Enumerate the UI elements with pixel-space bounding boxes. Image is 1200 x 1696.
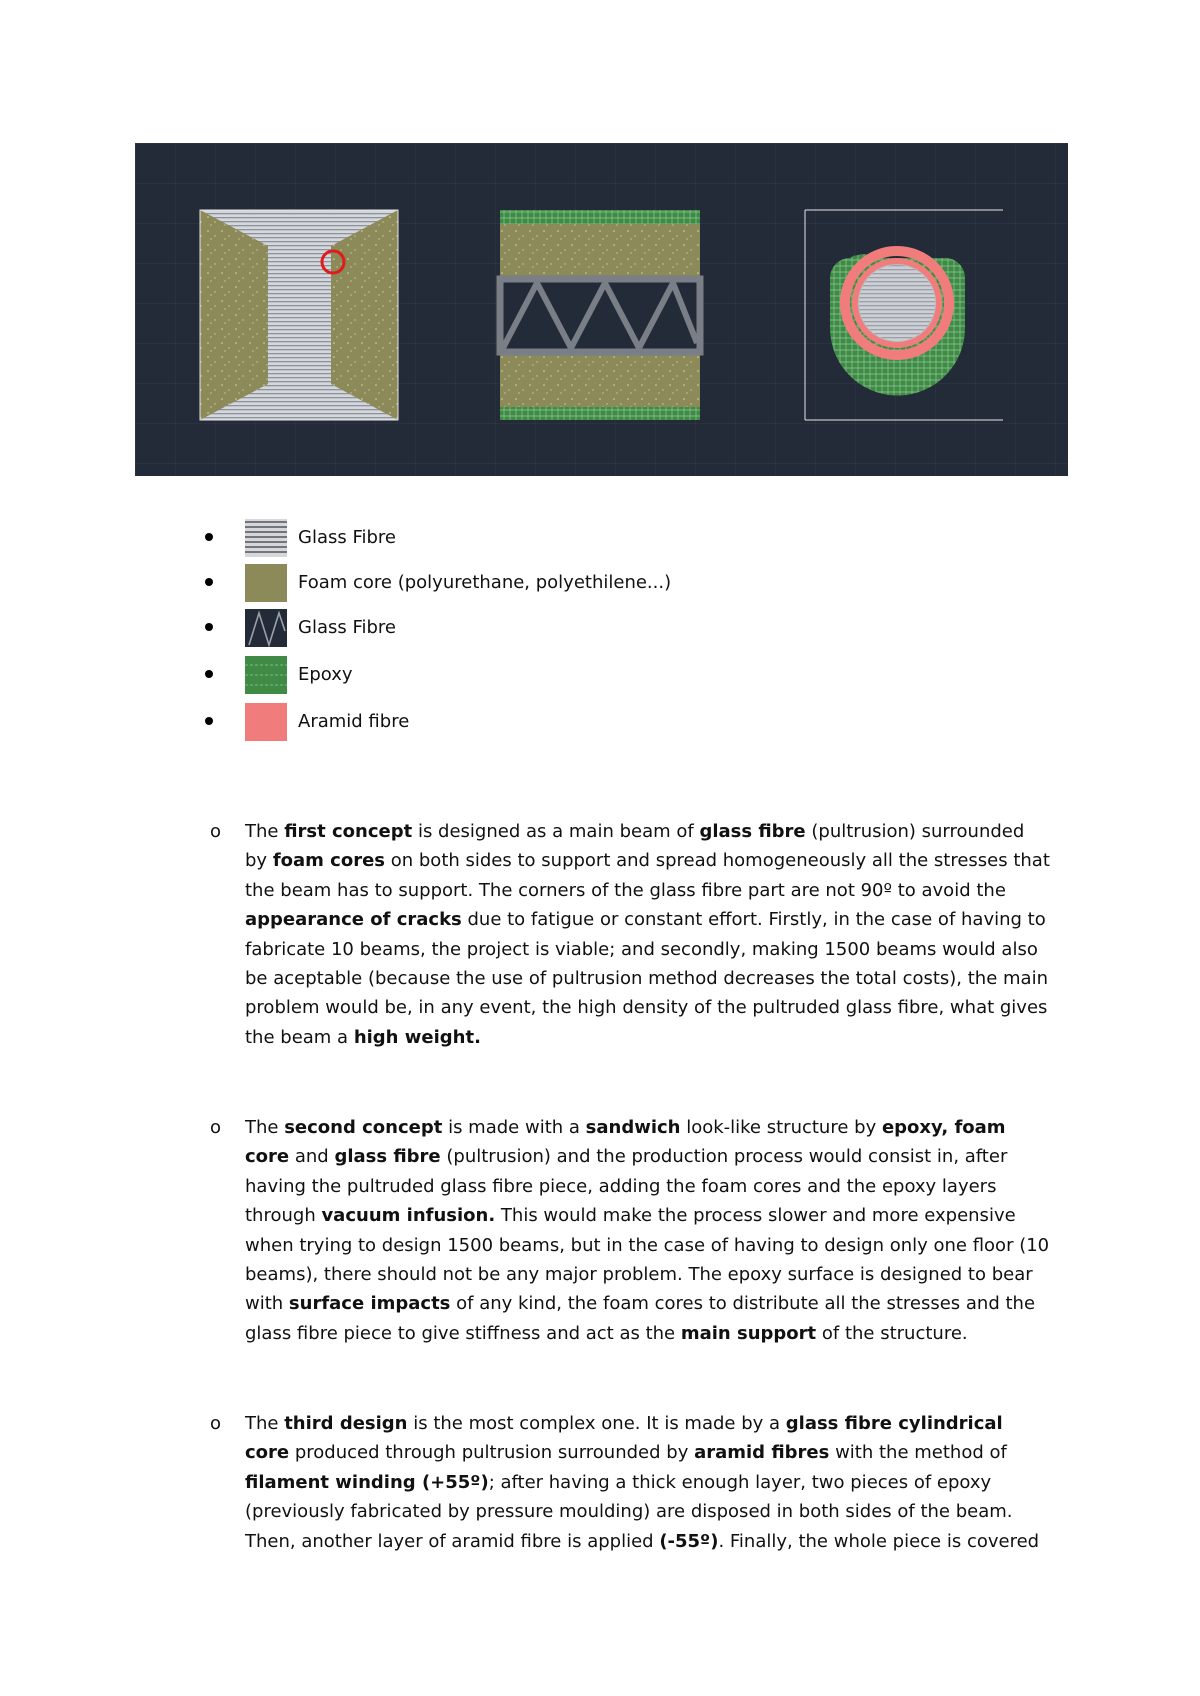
bold-text: surface impacts bbox=[288, 1293, 451, 1315]
legend-label: Epoxy bbox=[298, 664, 353, 685]
bold-text: epoxy, foam core bbox=[245, 1117, 1006, 1168]
paragraph-second-concept bbox=[210, 1113, 1050, 1348]
text-run: of any kind, the foam cores to distribute all the stresses and the glass fibre piece to give stiffness and act as the bbox=[245, 1293, 1036, 1344]
legend-label: Aramid fibre bbox=[298, 711, 410, 732]
concept-1-section bbox=[200, 210, 398, 420]
concept-2-section bbox=[500, 210, 700, 420]
text-run: produced through pultrusion surrounded by bbox=[289, 1442, 695, 1464]
legend-label: Glass Fibre bbox=[298, 617, 397, 638]
text-run: This would make the process slower and more expensive when trying to design 1500 beams, but in the case of having to design only one floor (10 beams), there should not be any major problem. The epoxy surface is designed to bear with bbox=[245, 1205, 1050, 1315]
text-run: of the structure. bbox=[816, 1322, 968, 1344]
text-run: and bbox=[289, 1146, 335, 1168]
paragraph-first-concept bbox=[210, 817, 1050, 1052]
legend-label: Foam core (polyurethane, polyethilene...) bbox=[298, 572, 672, 593]
text-run: (pultrusion) and the production process would consist in, after having the pultruded glass fibre piece, adding the foam cores and the epoxy layers through bbox=[245, 1146, 1008, 1227]
text-run: ; after having a thick enough layer, two pieces of epoxy (previously fabricated by pressure moulding) are disposed in both sides of the beam. Then, another layer of aramid fibre is applied bbox=[245, 1471, 1013, 1552]
bold-text: second concept bbox=[284, 1117, 443, 1138]
list-marker: o bbox=[210, 821, 222, 842]
bold-text: filament winding (+55º) bbox=[245, 1471, 489, 1493]
text-run: is the most complex one. It is made by a bbox=[407, 1413, 786, 1434]
bold-text: (-55º) bbox=[659, 1530, 719, 1552]
bold-text: vacuum infusion. bbox=[321, 1205, 496, 1227]
text-run: is made with a bbox=[442, 1117, 586, 1138]
bullet-icon bbox=[205, 670, 213, 678]
cross-section-figure bbox=[135, 143, 1068, 476]
bold-text: high weight. bbox=[353, 1026, 481, 1048]
text-run: . Finally, the whole piece is covered bbox=[718, 1530, 1040, 1552]
paragraph-text bbox=[245, 1409, 1050, 1556]
text-run: is designed as a main beam of bbox=[412, 821, 700, 842]
cross-section-drawing bbox=[135, 143, 1068, 476]
bullet-icon bbox=[205, 533, 213, 541]
text-run: with the method of bbox=[829, 1442, 1007, 1464]
text-run: on both sides to support and spread homogeneously all the stresses that the beam has to support. The corners of the glass fibre part are not 90º to avoid the bbox=[245, 850, 1050, 901]
list-marker: o bbox=[210, 1117, 222, 1138]
bold-text: glass fibre bbox=[334, 1146, 441, 1168]
legend-label: Glass Fibre bbox=[298, 527, 397, 548]
bold-text: third design bbox=[284, 1413, 408, 1434]
foam-core-swatch-icon bbox=[245, 564, 287, 602]
bullet-icon bbox=[205, 717, 213, 725]
bold-text: glass fibre cylindrical core bbox=[245, 1413, 1003, 1464]
paragraph-text bbox=[245, 817, 1050, 1052]
text-run: due to fatigue or constant effort. Firstly, in the case of having to fabricate 10 beams, the project is viable; and secondly, making 1500 beams would also be aceptable (because the use of pultrusion method decreases the total costs), the main problem would be, in any event, the high density of the pultruded glass fibre, what gives the beam a bbox=[245, 909, 1048, 1048]
bold-text: main support bbox=[680, 1322, 817, 1344]
bold-text: glass fibre bbox=[699, 821, 806, 842]
bullet-icon bbox=[205, 578, 213, 586]
bold-text: sandwich bbox=[585, 1117, 681, 1138]
text-run: The bbox=[245, 1117, 285, 1138]
bold-text: appearance of cracks bbox=[245, 909, 462, 931]
bold-text: aramid fibres bbox=[694, 1442, 830, 1464]
bold-text: first concept bbox=[284, 821, 413, 842]
paragraph-text bbox=[245, 1113, 1050, 1348]
bold-text: foam cores bbox=[272, 850, 386, 872]
truss-swatch-icon bbox=[245, 609, 287, 647]
bullet-icon bbox=[205, 623, 213, 631]
aramid-swatch-icon bbox=[245, 703, 287, 741]
text-run: look-like structure by bbox=[680, 1117, 882, 1138]
paragraph-third-design bbox=[210, 1409, 1050, 1556]
text-run: The bbox=[245, 821, 285, 842]
epoxy-swatch-icon bbox=[245, 656, 287, 694]
text-run: (pultrusion) surrounded by bbox=[245, 821, 1025, 872]
text-run: The bbox=[245, 1413, 285, 1434]
list-marker: o bbox=[210, 1413, 222, 1434]
glass-fibre-stripes-icon bbox=[245, 519, 287, 557]
